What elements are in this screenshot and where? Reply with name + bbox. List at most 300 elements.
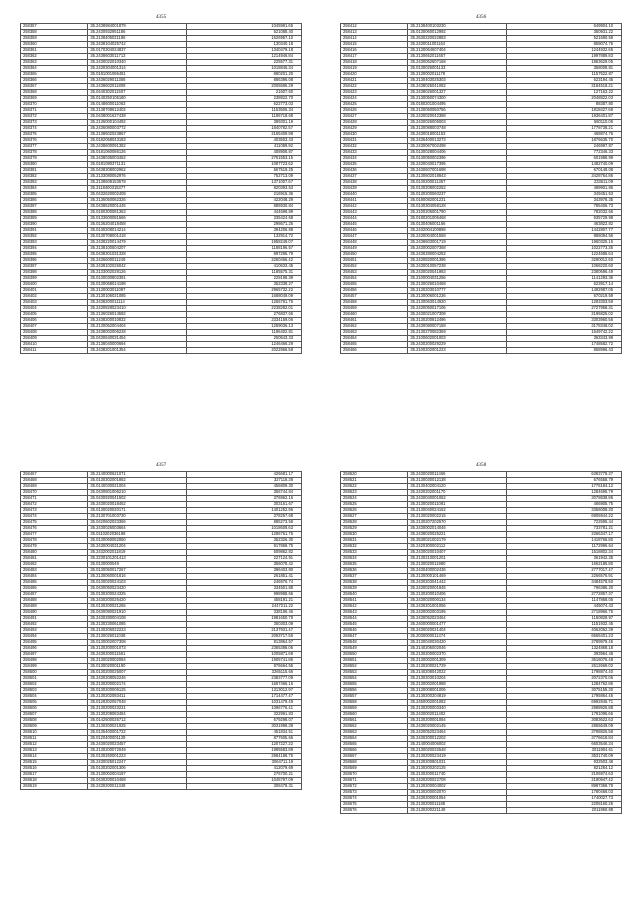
row-code-cell: 35.2430020023457 <box>88 742 187 748</box>
row-code-cell: 35.2438603011713 <box>88 54 187 60</box>
row-id-cell: 258388 <box>21 210 88 216</box>
row-code-cell: 35.2130200023419 <box>408 754 507 760</box>
row-id-cell: 258573 <box>341 790 408 796</box>
row-amount-cell: 722595.44 <box>507 520 622 526</box>
row-amount-cell: 378257.68 <box>187 514 302 520</box>
row-code-cell: 35.2438600091382 <box>88 144 187 150</box>
row-id-cell: 258417 <box>341 54 408 60</box>
row-amount-cell: 521088.40 <box>187 30 302 36</box>
row-amount-cell: 303161.67 <box>187 502 302 508</box>
row-code-cell: 35.2430011001164 <box>408 42 507 48</box>
row-amount-cell: 2093717.55 <box>187 634 302 640</box>
row-id-cell: 258472 <box>21 502 88 508</box>
row-code-cell: 35.0110202036188 <box>88 532 187 538</box>
row-id-cell: 258525 <box>341 502 408 508</box>
row-code-cell: 35.2130063014920 <box>408 300 507 306</box>
row-amount-cell: 1286761.75 <box>187 532 302 538</box>
table-block-1 <box>20 14 302 439</box>
row-id-cell: 258362 <box>21 54 88 60</box>
row-amount-cell: 298671.25 <box>187 222 302 228</box>
row-id-cell: 258400 <box>21 282 88 288</box>
row-id-cell: 258527 <box>341 514 408 520</box>
row-code-cell: 35.2130202083411 <box>88 694 187 700</box>
row-code-cell: 35.0438520001445 <box>88 204 187 210</box>
row-amount-cell: 411089.92 <box>187 144 302 150</box>
row-code-cell: 35.0120400001128 <box>88 736 187 742</box>
row-amount-cell: 3011904.61 <box>507 748 622 754</box>
row-amount-cell: 679298.07 <box>187 718 302 724</box>
row-code-cell: 35.2420300002112 <box>408 544 507 550</box>
row-amount-cell: 376962.16 <box>187 496 302 502</box>
row-code-cell: 35.2130088003748 <box>408 126 507 132</box>
row-id-cell: 258548 <box>341 640 408 646</box>
row-id-cell: 258530 <box>341 532 408 538</box>
row-amount-cell: 1018608.63 <box>187 526 302 532</box>
row-id-cell: 258467 <box>21 472 88 478</box>
row-amount-cell: 466905.75 <box>507 502 622 508</box>
row-code-cell: 35.2430280004252 <box>408 252 507 258</box>
row-id-cell: 258510 <box>21 730 88 736</box>
row-code-cell: 35.2130002004197 <box>88 772 187 778</box>
row-code-cell: 35.2430002014046 <box>408 526 507 532</box>
row-amount-cell: 335424.68 <box>187 216 302 222</box>
row-code-cell: 35.2136000104492 <box>88 120 187 126</box>
row-code-cell: 35.2136050062326 <box>88 198 187 204</box>
row-id-cell: 258499 <box>21 664 88 670</box>
row-code-cell: 35.2130020002215 <box>408 514 507 520</box>
row-id-cell: 258448 <box>341 240 408 246</box>
row-code-cell: 35.0438308002962 <box>88 168 187 174</box>
row-id-cell: 258402 <box>21 294 88 300</box>
row-id-cell: 258381 <box>21 168 88 174</box>
row-code-cell: 35.2430820001396 <box>408 258 507 264</box>
row-id-cell: 258395 <box>21 252 88 258</box>
row-amount-cell: 2789979.45 <box>507 640 622 646</box>
row-code-cell: 35.2430202001170 <box>408 490 507 496</box>
row-code-cell: 35.2130020011081 <box>408 502 507 508</box>
row-code-cell: 35.2133002028126 <box>88 270 187 276</box>
row-amount-cell: 246976.74 <box>187 580 302 586</box>
row-amount-cell: 2266347.17 <box>507 532 622 538</box>
row-amount-cell: 1045981.65 <box>187 24 302 30</box>
row-code-cell: 35.2430021007308 <box>408 312 507 318</box>
row-code-cell: 35.2430203041442 <box>408 580 507 586</box>
row-amount-cell: 2965732.22 <box>187 288 302 294</box>
row-code-cell: 35.2430020010407 <box>408 550 507 556</box>
row-id-cell: 258385 <box>21 192 88 198</box>
row-code-cell: 35.0130026001133 <box>408 66 507 72</box>
row-code-cell: 35.2133080052976 <box>88 174 187 180</box>
row-code-cell: 35.2130230061085 <box>88 622 187 628</box>
row-id-cell: 258566 <box>341 748 408 754</box>
row-code-cell: 35.2100004031256 <box>408 276 507 282</box>
row-amount-cell: 670148.08 <box>507 168 622 174</box>
row-id-cell: 258394 <box>21 246 88 252</box>
row-amount-cell: 3428764.86 <box>507 174 622 180</box>
row-amount-cell: 2208160.25 <box>507 802 622 808</box>
row-amount-cell: 2751553.15 <box>187 156 302 162</box>
row-code-cell: 35.0130304058128 <box>408 204 507 210</box>
row-id-cell: 258469 <box>21 484 88 490</box>
row-amount-cell: 130340.18 <box>187 42 302 48</box>
row-id-cell: 258409 <box>21 336 88 342</box>
row-code-cell: 35.0180201006468 <box>408 216 507 222</box>
row-id-cell: 258509 <box>21 724 88 730</box>
row-amount-cell: 445074.43 <box>507 604 622 610</box>
row-id-cell: 258549 <box>341 646 408 652</box>
row-amount-cell: 1005871.69 <box>187 652 302 658</box>
row-id-cell: 258403 <box>21 300 88 306</box>
row-id-cell: 258539 <box>341 586 408 592</box>
block-title: 4357 <box>155 462 167 468</box>
row-code-cell: 35.2430002007368 <box>408 246 507 252</box>
row-id-cell: 258519 <box>21 784 88 790</box>
row-id-cell: 258518 <box>21 778 88 784</box>
row-amount-cell: 1981650.78 <box>187 616 302 622</box>
row-id-cell: 258496 <box>21 646 88 652</box>
row-code-cell: 35.2130050050756 <box>408 108 507 114</box>
row-code-cell: 35.2430010057238 <box>408 264 507 270</box>
row-id-cell: 258485 <box>21 580 88 586</box>
row-code-cell: 35.0181001086481 <box>88 72 187 78</box>
row-id-cell: 258396 <box>21 258 88 264</box>
row-id-cell: 258536 <box>341 568 408 574</box>
row-amount-cell: 1482740.09 <box>507 162 622 168</box>
row-code-cell: 35.2130208083484 <box>88 712 187 718</box>
row-amount-cell: 1244932.66 <box>507 48 622 54</box>
row-amount-cell: 886396.08 <box>187 78 302 84</box>
row-id-cell: 258411 <box>21 348 88 354</box>
row-id-cell: 258506 <box>21 706 88 712</box>
row-id-cell: 258443 <box>341 210 408 216</box>
row-amount-cell: 3064711.19 <box>187 760 302 766</box>
row-id-cell: 258425 <box>341 102 408 108</box>
row-amount-cell: 246997.87 <box>507 144 622 150</box>
row-id-cell: 258488 <box>21 598 88 604</box>
row-amount-cell: 3083622.63 <box>507 718 622 724</box>
row-code-cell: 35.2130030012138 <box>408 478 507 484</box>
row-amount-cell: 233611.09 <box>507 180 622 186</box>
row-code-cell: 35.2130106021085 <box>88 294 187 300</box>
row-amount-cell: 1748582.72 <box>507 342 622 348</box>
row-code-cell: 35.2430062607168 <box>408 60 507 66</box>
row-amount-cell: 2772857.37 <box>507 592 622 598</box>
row-id-cell: 258533 <box>341 550 408 556</box>
row-code-cell: 35.2438201001354 <box>88 348 187 354</box>
row-code-cell: 35.2130403025303 <box>408 78 507 84</box>
row-code-cell: 35.2138602023867 <box>88 132 187 138</box>
row-amount-cell: 1214946.84 <box>187 54 302 60</box>
row-id-cell: 258408 <box>21 330 88 336</box>
row-code-cell: 35.2130020011980 <box>408 562 507 568</box>
row-code-cell: 35.0130202001306 <box>88 766 187 772</box>
row-id-cell: 258491 <box>21 616 88 622</box>
row-code-cell: 35.0140250105180 <box>88 96 187 102</box>
row-code-cell: 35.2130200001084 <box>408 718 507 724</box>
row-amount-cell: 885273.58 <box>187 520 302 526</box>
row-id-cell: 258438 <box>341 180 408 186</box>
row-id-cell: 258465 <box>341 342 408 348</box>
row-code-cell: 35.2430002011402 <box>408 712 507 718</box>
data-table <box>20 23 302 354</box>
row-code-cell: 35.2430002003195 <box>408 610 507 616</box>
row-amount-cell: 1196402.81 <box>187 330 302 336</box>
row-id-cell: 258410 <box>21 342 88 348</box>
row-id-cell: 258452 <box>341 264 408 270</box>
row-code-cell: 35.0130406001166 <box>408 222 507 228</box>
row-code-cell: 35.2130200021729 <box>408 664 507 670</box>
row-id-cell: 258552 <box>341 664 408 670</box>
row-amount-cell: 1960325.16 <box>507 240 622 246</box>
row-code-cell: 35.0130208014214 <box>88 228 187 234</box>
row-code-cell: 35.0130020001190 <box>88 664 187 670</box>
row-code-cell: 35.2130200002370 <box>408 652 507 658</box>
row-code-cell: 35.2438026001327 <box>408 90 507 96</box>
row-id-cell: 258370 <box>21 102 88 108</box>
row-amount-cell: 227124.91 <box>187 556 302 562</box>
row-id-cell: 258487 <box>21 592 88 598</box>
row-amount-cell: 1283303.59 <box>507 300 622 306</box>
row-code-cell: 35.0130050017267 <box>88 568 187 574</box>
row-code-cell: 35.0130000049 <box>88 562 187 568</box>
row-amount-cell: 250543.33 <box>187 336 302 342</box>
row-code-cell: 35.0430080021910 <box>88 610 187 616</box>
row-amount-cell: 356078.42 <box>187 562 302 568</box>
row-id-cell: 258460 <box>341 312 408 318</box>
row-amount-cell: 1740027.73 <box>507 796 622 802</box>
row-amount-cell: 813864.57 <box>187 640 302 646</box>
row-amount-cell: 276700.21 <box>187 772 302 778</box>
row-amount-cell: 521690.59 <box>507 36 622 42</box>
row-amount-cell: 2072370.06 <box>507 676 622 682</box>
row-amount-cell: 468874.76 <box>507 132 622 138</box>
row-code-cell: 35.2430607001698 <box>408 168 507 174</box>
row-code-cell: 35.0181080371131 <box>88 162 187 168</box>
row-id-cell: 258440 <box>341 192 408 198</box>
row-id-cell: 258574 <box>341 796 408 802</box>
row-code-cell: 35.0130302001862 <box>88 478 187 484</box>
row-id-cell: 258387 <box>21 204 88 210</box>
row-amount-cell: 2106974.63 <box>507 772 622 778</box>
row-id-cell: 258505 <box>21 700 88 706</box>
row-id-cell: 258557 <box>341 694 408 700</box>
row-id-cell: 258562 <box>341 724 408 730</box>
row-code-cell: 35.2130002001309 <box>408 658 507 664</box>
row-id-cell: 258568 <box>341 760 408 766</box>
row-amount-cell: 327118.38 <box>187 478 302 484</box>
row-code-cell: 35.2130200812496 <box>408 318 507 324</box>
row-id-cell: 258474 <box>21 514 88 520</box>
row-code-cell: 35.2230101201413 <box>88 556 187 562</box>
row-id-cell: 258572 <box>341 784 408 790</box>
row-code-cell: 35.2130210001201 <box>408 556 507 562</box>
row-code-cell: 35.2138405021196 <box>88 36 187 42</box>
row-id-cell: 258553 <box>341 670 408 676</box>
row-amount-cell: 1936401.87 <box>507 114 622 120</box>
row-code-cell: 35.2130000101469 <box>408 574 507 580</box>
row-code-cell: 35.0140030021004 <box>88 484 187 490</box>
row-id-cell: 258546 <box>341 628 408 634</box>
row-code-cell: 35.2438220014479 <box>88 240 187 246</box>
row-code-cell: 35.0130200006125 <box>88 688 187 694</box>
row-amount-cell: 1778738.21 <box>507 126 622 132</box>
row-code-cell: 35.2430201001056 <box>408 604 507 610</box>
row-amount-cell: 1207227.22 <box>187 742 302 748</box>
row-code-cell: 35.2430026005003 <box>408 120 507 126</box>
row-amount-cell: 389301.19 <box>187 120 302 126</box>
row-code-cell: 35.2100206001790 <box>408 210 507 216</box>
row-amount-cell: 785406.73 <box>507 204 622 210</box>
row-amount-cell: 2612669.02 <box>507 664 622 670</box>
row-amount-cell: 2727958.31 <box>507 306 622 312</box>
row-id-cell: 258368 <box>21 90 88 96</box>
row-id-cell: 258378 <box>21 150 88 156</box>
row-id-cell: 258447 <box>341 234 408 240</box>
row-amount-cell: 393964.46 <box>507 652 622 658</box>
row-id-cell: 258427 <box>341 114 408 120</box>
row-amount-cell: 1775184.12 <box>507 484 622 490</box>
row-id-cell: 258532 <box>341 544 408 550</box>
row-id-cell: 258446 <box>341 228 408 234</box>
row-amount-cell: 1492987.05 <box>507 288 622 294</box>
row-amount-cell: 2718966.75 <box>507 610 622 616</box>
row-id-cell: 258406 <box>21 318 88 324</box>
row-amount-cell: 2048822.03 <box>507 96 622 102</box>
row-id-cell: 258367 <box>21 84 88 90</box>
row-code-cell: 35.2450002001082 <box>408 700 507 706</box>
row-code-cell: 35.0130200024325 <box>88 592 187 598</box>
block-title: 4355 <box>155 14 167 20</box>
row-amount-cell: 426681.17 <box>187 472 302 478</box>
row-id-cell: 258382 <box>21 174 88 180</box>
row-code-cell: 35.2430067002498 <box>408 144 507 150</box>
row-amount-cell: 1442807.77 <box>507 228 622 234</box>
row-amount-cell: 334501.88 <box>187 586 302 592</box>
row-amount-cell: 1172996.64 <box>507 544 622 550</box>
row-code-cell: 35.2130200221148 <box>408 808 507 814</box>
row-id-cell: 258543 <box>341 610 408 616</box>
row-amount-cell: 1798874.40 <box>507 670 622 676</box>
row-code-cell: 35.2138708612402 <box>88 108 187 114</box>
row-amount-cell: 6603546.34 <box>507 742 622 748</box>
row-code-cell: 35.0181060086126 <box>88 150 187 156</box>
row-amount-cell: 1313012.97 <box>187 688 302 694</box>
row-id-cell: 258537 <box>341 574 408 580</box>
row-amount-cell: 2334159.06 <box>187 318 302 324</box>
row-amount-cell: 1985583.89 <box>187 748 302 754</box>
row-amount-cell: 1087723.62 <box>187 162 302 168</box>
row-amount-cell: 885930.84 <box>187 204 302 210</box>
row-id-cell: 258431 <box>341 138 408 144</box>
row-id-cell: 258541 <box>341 598 408 604</box>
row-amount-cell: 238822.70 <box>187 96 302 102</box>
row-id-cell: 258481 <box>21 556 88 562</box>
row-code-cell: 35.2100602001003 <box>408 336 507 342</box>
row-id-cell: 258500 <box>21 670 88 676</box>
row-id-cell: 258364 <box>21 66 88 72</box>
row-id-cell: 258515 <box>21 760 88 766</box>
row-id-cell: 258550 <box>341 652 408 658</box>
row-id-cell: 258538 <box>341 580 408 586</box>
row-amount-cell: 733781.21 <box>507 526 622 532</box>
row-amount-cell: 410633.45 <box>187 264 302 270</box>
row-id-cell: 258495 <box>21 640 88 646</box>
row-amount-cell: 2137931.47 <box>187 628 302 634</box>
row-id-cell: 258559 <box>341 706 408 712</box>
row-amount-cell: 1185575.31 <box>187 270 302 276</box>
row-amount-cell: 396403.80 <box>187 568 302 574</box>
row-code-cell: 35.2130402004120 <box>408 484 507 490</box>
row-amount-cell: 3516076.48 <box>507 658 622 664</box>
row-amount-cell: 394206.88 <box>187 228 302 234</box>
row-amount-cell: 3184518.21 <box>507 84 622 90</box>
row-id-cell: 258444 <box>341 216 408 222</box>
row-id-cell: 258576 <box>341 808 408 814</box>
row-id-cell: 258560 <box>341 712 408 718</box>
row-amount-cell: 623917.14 <box>507 282 622 288</box>
row-code-cell: 35.2436400013273 <box>408 138 507 144</box>
row-code-cell: 35.2130203010204 <box>408 676 507 682</box>
row-code-cell: 35.0130260001223 <box>88 754 187 760</box>
row-amount-cell: 1022773.35 <box>507 246 622 252</box>
row-code-cell: 35.2130064607404 <box>408 48 507 54</box>
row-amount-cell: 308478.31 <box>187 784 302 790</box>
row-id-cell: 258442 <box>341 204 408 210</box>
row-code-cell: 35.2140206002046 <box>408 646 507 652</box>
row-amount-cell: 1096776.41 <box>187 706 302 712</box>
row-code-cell: 35.2130200004002 <box>408 784 507 790</box>
row-code-cell: 35.2138608153578 <box>88 180 187 186</box>
row-id-cell: 258482 <box>21 562 88 568</box>
row-id-cell: 258569 <box>341 766 408 772</box>
row-id-cell: 258521 <box>341 478 408 484</box>
row-code-cell: 35.2130008001006 <box>408 688 507 694</box>
row-code-cell: 35.2130701003730 <box>88 514 187 520</box>
row-amount-cell: 349451.53 <box>507 192 622 198</box>
row-code-cell: 35.2430052023464 <box>408 730 507 736</box>
row-id-cell: 258520 <box>341 472 408 478</box>
row-amount-cell: 456809.30 <box>187 484 302 490</box>
row-code-cell: 35.0130200025007 <box>88 670 187 676</box>
row-id-cell: 258455 <box>341 282 408 288</box>
row-amount-cell: 2011960.88 <box>507 808 622 814</box>
row-amount-cell: 670219.59 <box>507 294 622 300</box>
row-amount-cell: 782032.66 <box>507 210 622 216</box>
block-title: 4356 <box>475 14 487 20</box>
row-id-cell: 258513 <box>21 748 88 754</box>
row-amount-cell: 623194.45 <box>507 78 622 84</box>
row-amount-cell: 820393.53 <box>187 186 302 192</box>
row-amount-cell: 1284762.86 <box>507 682 622 688</box>
row-amount-cell: 1147868.05 <box>507 598 622 604</box>
row-id-cell: 258492 <box>21 622 88 628</box>
row-code-cell: 35.2438200011114 <box>88 300 187 306</box>
row-amount-cell: 1863629.05 <box>507 60 622 66</box>
row-code-cell: 35.0130200021265 <box>88 604 187 610</box>
row-code-cell: 35.0430801006210 <box>88 490 187 496</box>
row-amount-cell: 1781095.66 <box>507 712 622 718</box>
row-amount-cell: 1401252.96 <box>187 508 302 514</box>
row-code-cell: 35.0130068014198 <box>88 282 187 288</box>
row-id-cell: 258422 <box>341 84 408 90</box>
row-code-cell: 35.0430920041502 <box>88 496 187 502</box>
row-id-cell: 258386 <box>21 198 88 204</box>
row-code-cell: 35.2130003011087 <box>88 288 187 294</box>
row-amount-cell: 8987368.78 <box>507 784 622 790</box>
row-code-cell: 35.2430280004108 <box>88 616 187 622</box>
row-id-cell: 258389 <box>21 216 88 222</box>
table-block-2 <box>340 14 622 439</box>
